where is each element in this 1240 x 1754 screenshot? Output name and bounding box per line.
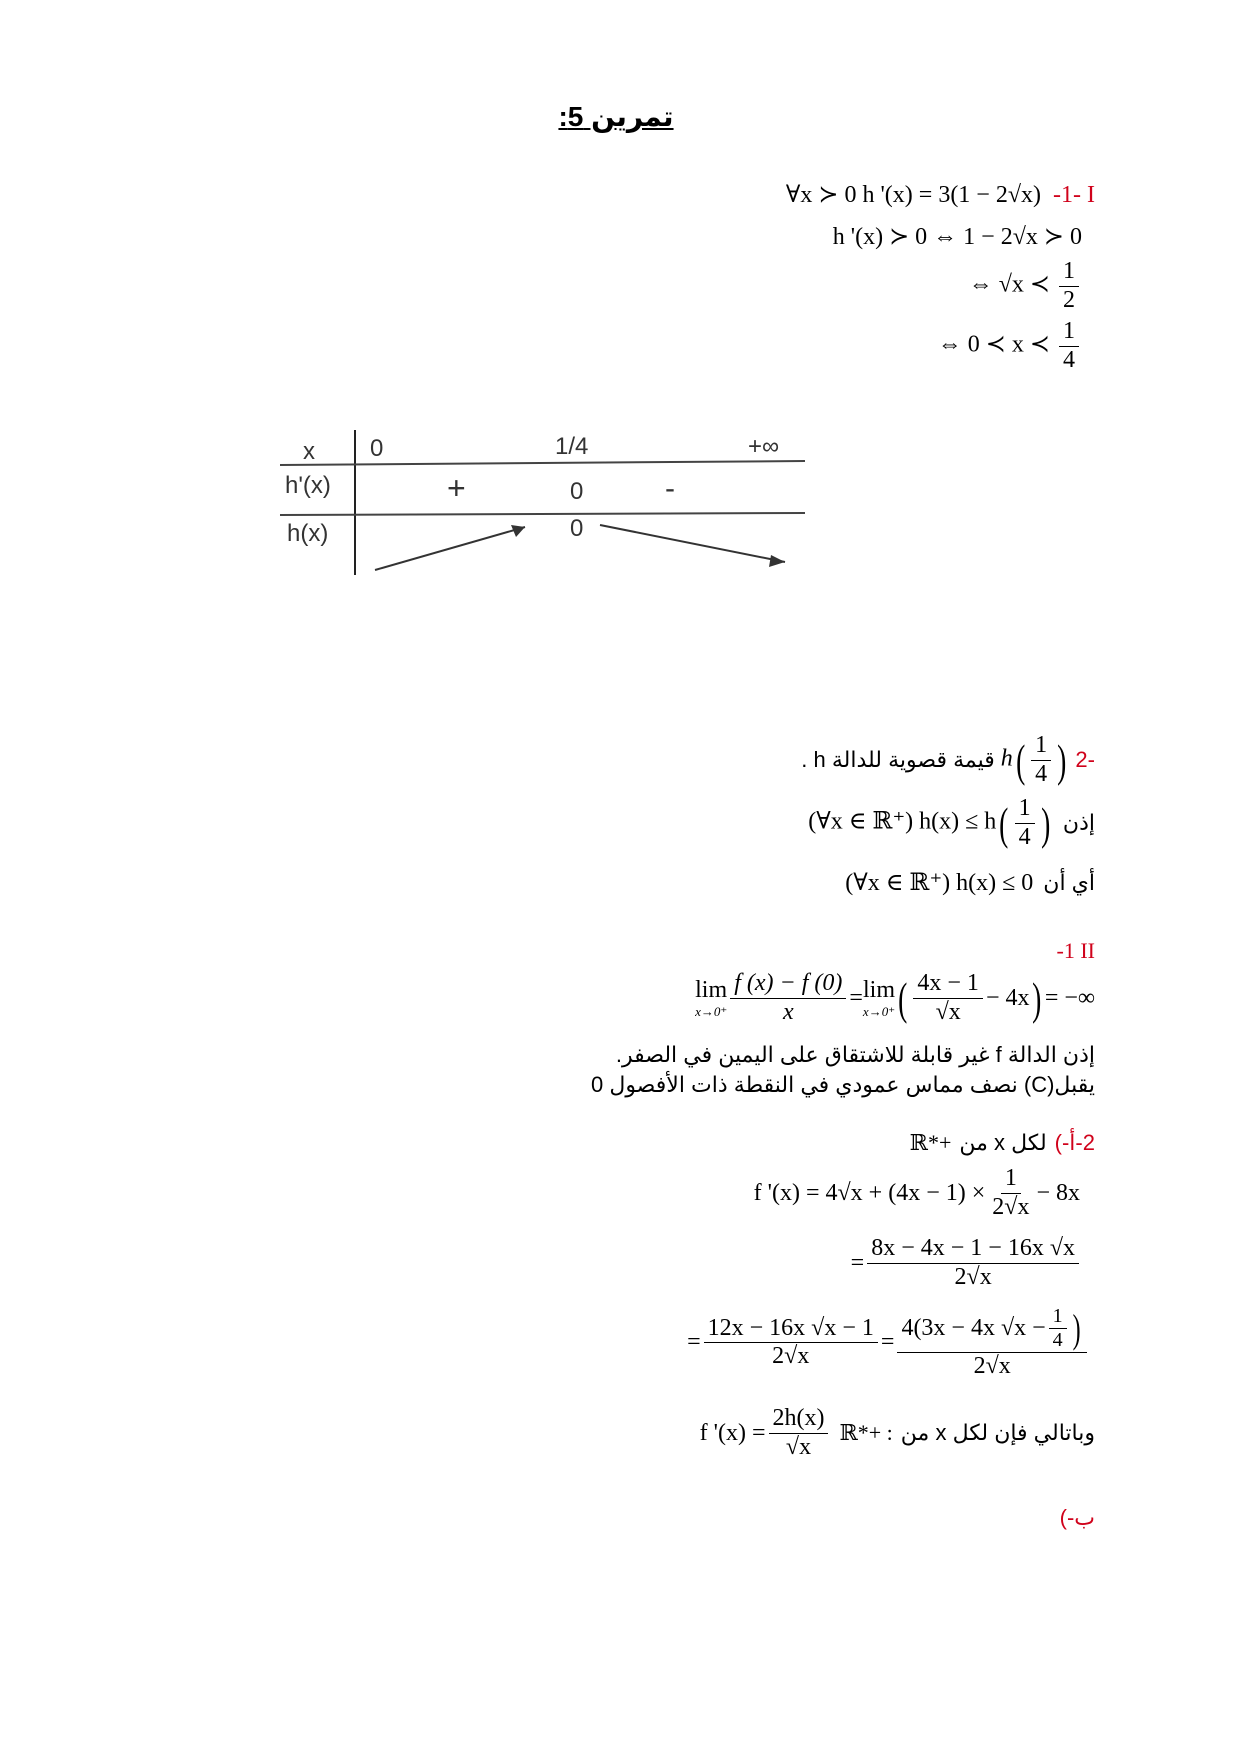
table-h-value: 0 xyxy=(570,515,584,542)
table-hp-label: h'(x) xyxy=(285,472,331,499)
part2-line3: أي أن (∀x ∈ ℝ⁺) h(x) ≤ 0 xyxy=(845,869,1095,896)
partII-text1: إذن الدالة f غير قابلة للاشتقاق على اليمين في الصفر. xyxy=(615,1042,1095,1067)
part1-line2: h '(x) ≻ 0 ⇔ 1 − 2√x ≻ 0 xyxy=(832,224,1082,250)
part2a-conclusion: وباتالي فإن لكل x من ℝ*+ : f '(x) = $\frac{2h(x)}{√x}$ xyxy=(699,1405,1095,1460)
table-sign-zero: 0 xyxy=(570,478,584,505)
table-sign-plus: + xyxy=(447,470,466,506)
part2b-marker: ب-) xyxy=(1059,1505,1095,1530)
part1-line4: ⇔ 0 ≺ x ≺ $\frac{1}{4}$ xyxy=(938,318,1082,374)
partII-marker: -1 II xyxy=(1056,938,1095,963)
variation-table xyxy=(275,425,815,585)
part1-line1: ∀x ≻ 0 h '(x) = 3(1 − 2√x) -1- I xyxy=(785,182,1095,208)
table-x-label: x xyxy=(303,438,315,465)
partII-text2: يقبل(C) نصف مماس عمودي في النقطة ذات الأفصول 0 xyxy=(590,1072,1095,1097)
part2-line2: إذن (∀x ∈ ℝ⁺) h(x) ≤ h( $\frac{1}{4}$ ) xyxy=(808,795,1095,850)
part2a-eq2: = $\frac{8x - 4x - 1 - 16x √x}{2√x}$ xyxy=(851,1235,1082,1291)
arrow-down-icon xyxy=(769,555,785,567)
part1-marker: -1- I xyxy=(1053,182,1095,208)
table-x-inf: +∞ xyxy=(748,433,780,460)
table-h-label: h(x) xyxy=(287,520,329,547)
table-x-quarter: 1/4 xyxy=(555,433,589,460)
partII-limit: lim x→0⁺ $\frac{f (x) - f (0)}{x}$ = lim x→0⁺ ( $\frac{4x - 1}{√x}$ − 4x ) = −∞ xyxy=(695,970,1095,1025)
table-sign-minus: - xyxy=(665,472,675,505)
part2a-eq3: = $\frac{12x - 16x √x - 1}{2√x}$ = 4(3x − 4x √x − $\frac{1}{4}$ ) 2√x xyxy=(687,1305,1090,1381)
table-x-0: 0 xyxy=(370,435,384,462)
part1-line3: ⇔ √x ≺ $\frac{1}{2}$ xyxy=(969,258,1082,314)
exercise-title: تمرين 5: xyxy=(558,101,674,132)
part2a-eq1: f '(x) = 4√x + (4x − 1) × $\frac{1}{2√x}$ − 8x xyxy=(753,1165,1080,1220)
part2a-header: 2-أ-) لكل x من ℝ*+ xyxy=(909,1130,1095,1155)
part2-line1: -2 h( $\frac{1}{4}$ ) قيمة قصوية للدالة h . xyxy=(801,732,1095,787)
